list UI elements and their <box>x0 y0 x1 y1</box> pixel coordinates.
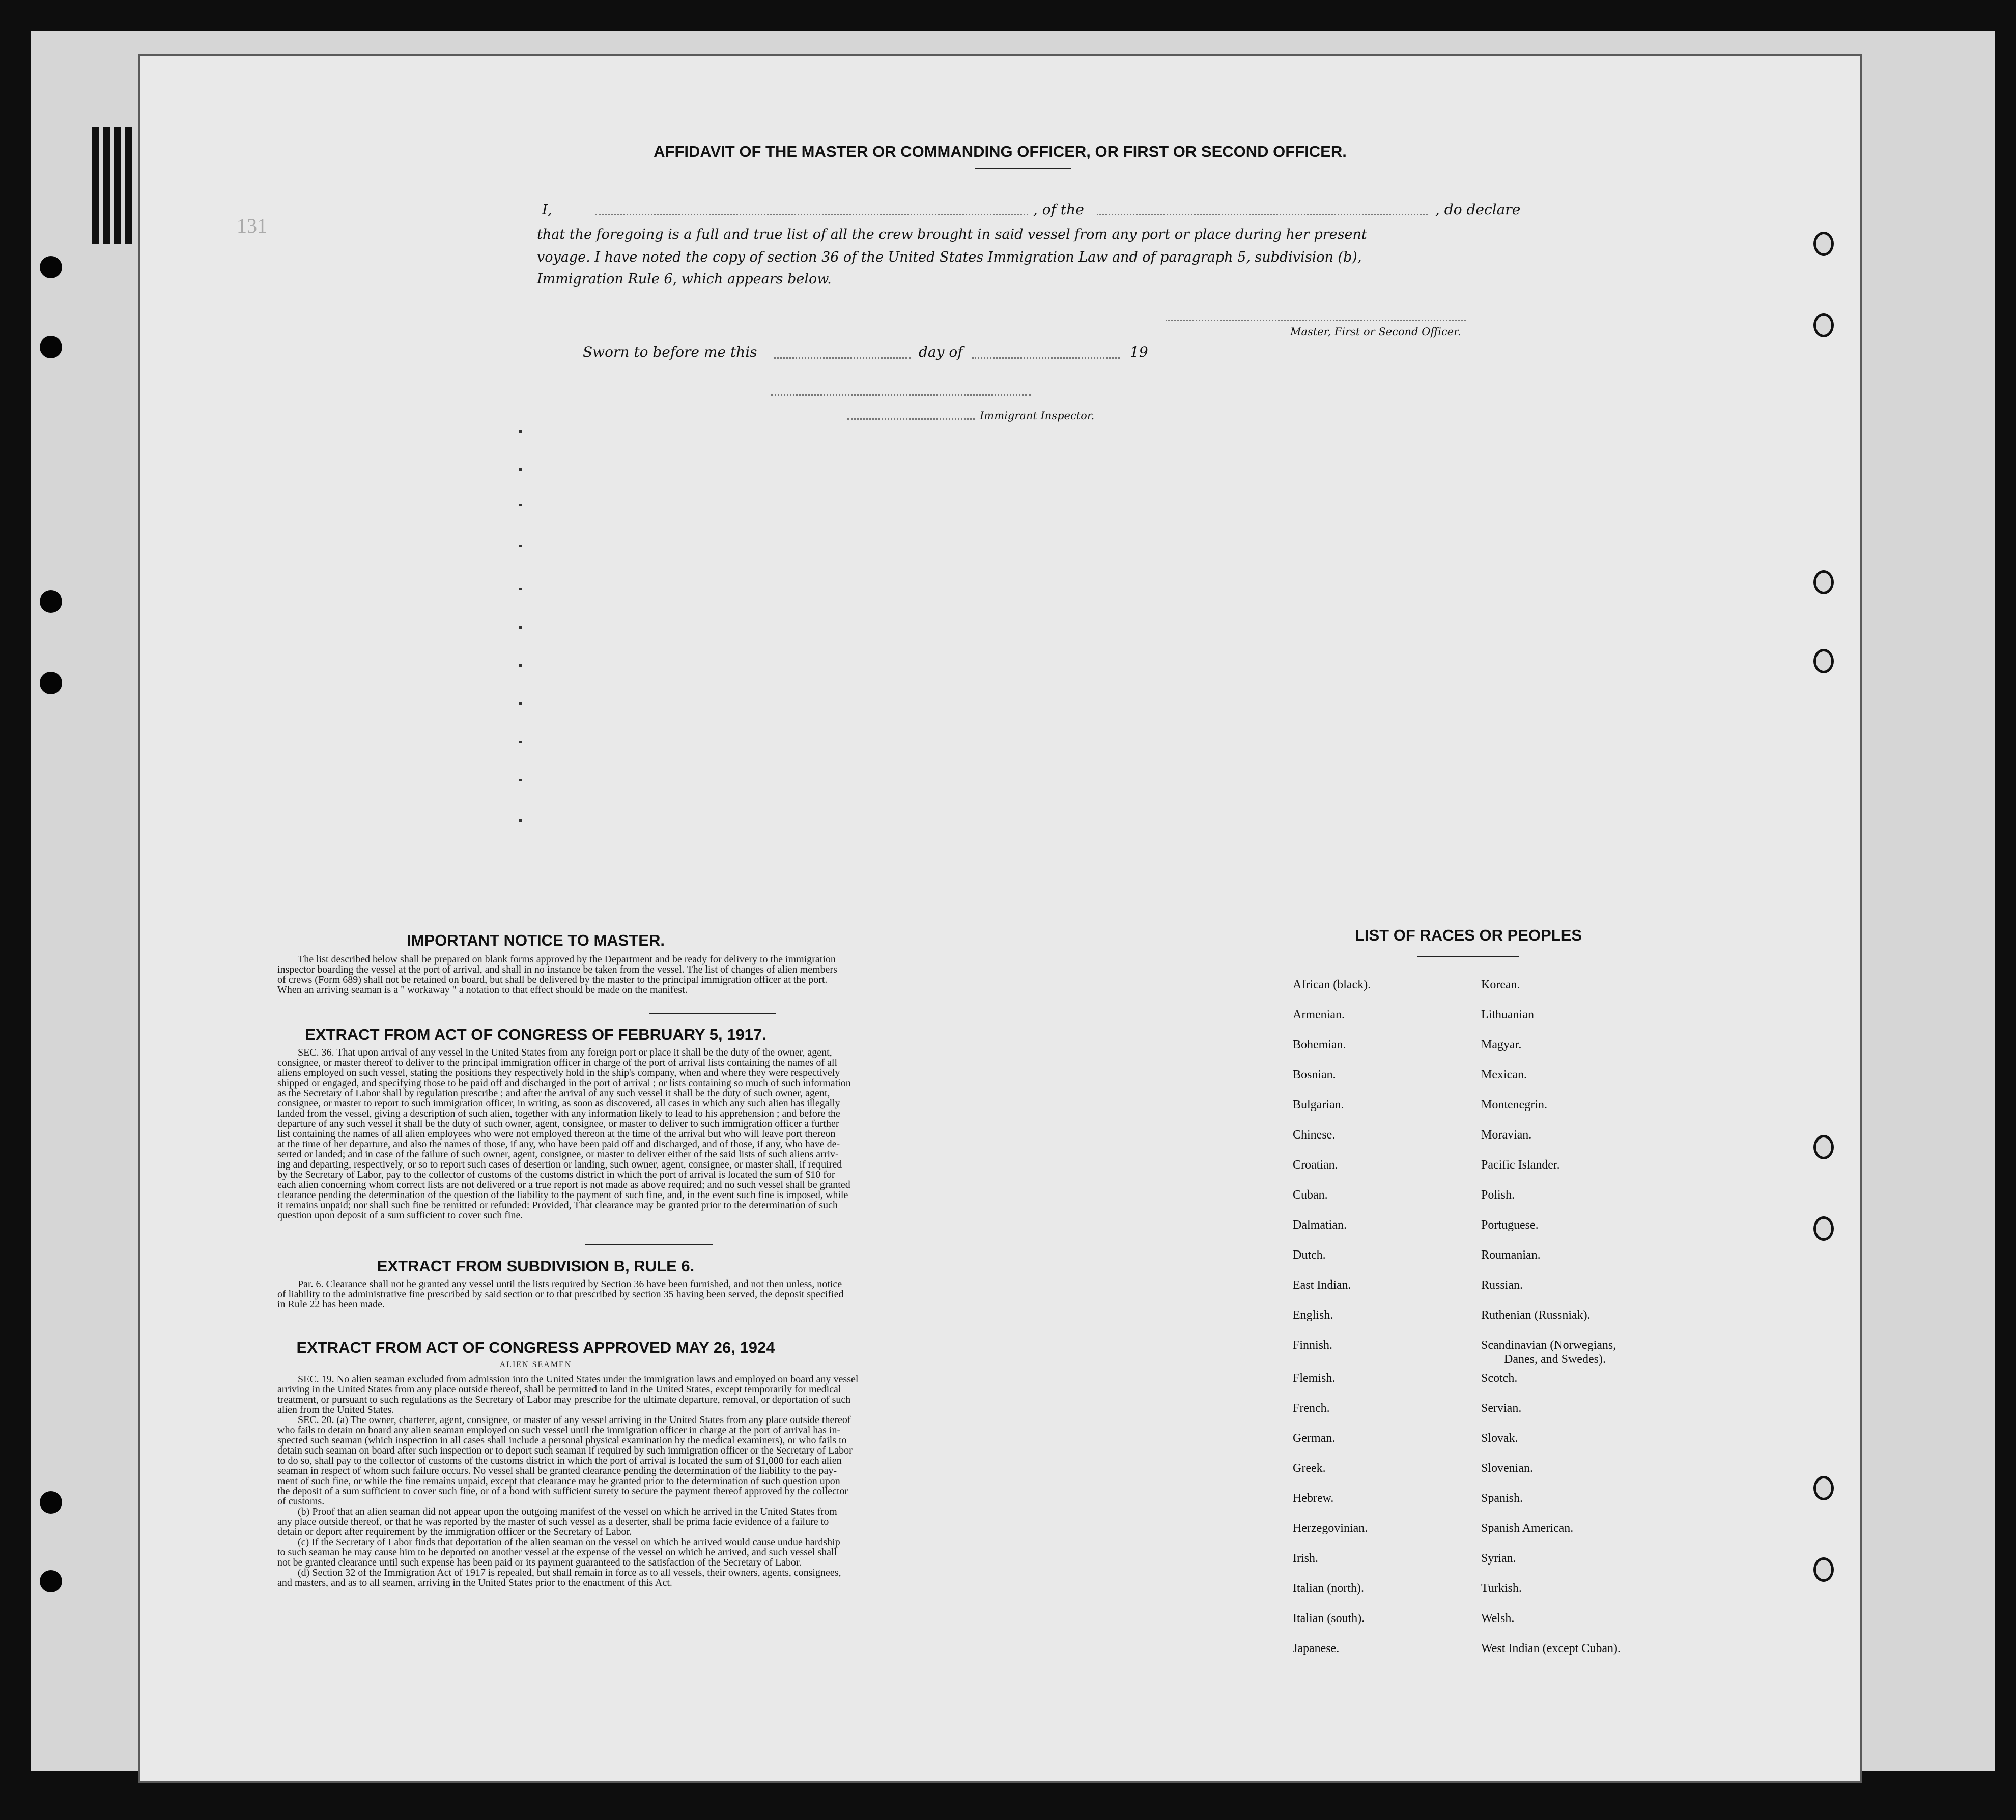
extract-rule6-body <box>277 1279 1173 1310</box>
race-right: Spanish American. <box>1481 1522 1574 1535</box>
extract-1917-line: each alien concerning whom correct lists are not delivered or a true report is not made as above required; and no such vessel shall be granted <box>277 1179 850 1190</box>
extract-rule6-line: in Rule 22 has been made. <box>277 1299 385 1310</box>
section-divider <box>585 1244 713 1245</box>
ledger-tick <box>519 545 522 547</box>
affidavit-declare: , do declare <box>1435 201 1521 218</box>
notice-line: inspector boarding the vessel at the port of arrival, and shall in no instance be taken from the vessel. The list of changes of alien members <box>277 964 837 975</box>
race-left: French. <box>1293 1402 1330 1415</box>
race-right: Scotch. <box>1481 1372 1518 1385</box>
affidavit-i: I, <box>542 201 552 218</box>
race-left: Finnish. <box>1293 1339 1333 1352</box>
extract-1924-line: and masters, and as to all seamen, arriving in the United States prior to the enactment of this Act. <box>277 1577 672 1588</box>
race-right: West Indian (except Cuban). <box>1481 1642 1621 1655</box>
notice-line: The list described below shall be prepared on blank forms approved by the Department and be ready for delivery to the immigration <box>298 954 836 965</box>
race-left: Greek. <box>1293 1462 1326 1475</box>
punch-hole <box>40 1491 62 1514</box>
master-signature-label: Master, First or Second Officer. <box>1290 326 1461 338</box>
notice-line: of crews (Form 689) shall not be retained on board, but shall be delivered by the master to the principal immigration officer at the port. <box>277 974 828 985</box>
race-left: Croatian. <box>1293 1158 1338 1172</box>
extract-1917-body <box>277 1047 1173 1220</box>
race-right: Magyar. <box>1481 1038 1522 1051</box>
affidavit-line2: that the foregoing is a full and true list of all the crew brought in said vessel from any port or place during her present <box>537 226 1367 242</box>
race-right: Slovenian. <box>1481 1462 1533 1475</box>
extract-1917-title: EXTRACT FROM ACT OF CONGRESS OF FEBRUARY 5, 1917. <box>305 1026 766 1043</box>
race-left: Japanese. <box>1293 1642 1340 1655</box>
extract-1917-line: landed from the vessel, giving a description of such alien, together with any information likely to lead to his apprehension ; and before the <box>277 1108 840 1119</box>
ring-hole <box>1813 649 1834 673</box>
race-right: Montenegrin. <box>1481 1098 1547 1112</box>
extract-1917-line: consignee, or master thereof to deliver to the principal immigration officer in charge of the port of arrival lists containing the names of all <box>277 1057 838 1068</box>
extract-1924-line: the deposit of a sum sufficient to cover such fine, or of a bond with sufficient surety to secure the payment thereof approved by the collector <box>277 1486 848 1497</box>
race-left: African (black). <box>1293 978 1371 991</box>
extract-1917-line: list containing the names of all alien employees who were not employed thereon at the time of the arrival but who will leave port thereon <box>277 1128 836 1140</box>
race-left: Flemish. <box>1293 1372 1336 1385</box>
punch-hole <box>40 256 62 278</box>
ledger-tick <box>519 664 522 667</box>
extract-1924-line: to do so, shall pay to the collector of customs of the customs district in which the port of arrival is located the sum of $1,000 for each alien <box>277 1455 842 1466</box>
ledger-tick <box>519 819 522 822</box>
name-blank[interactable] <box>595 214 1028 215</box>
races-divider <box>1417 956 1519 957</box>
extract-1924-line: spected such seaman (which inspection in all cases shall include a personal physical examination by the medical examiners), or who fails to <box>277 1435 847 1446</box>
affidavit-line4: Immigration Rule 6, which appears below. <box>537 271 832 287</box>
margin-mark: 131 <box>237 214 267 237</box>
extract-1924-line: (b) Proof that an alien seaman did not appear upon the outgoing manifest of the vessel on which he arrived in the United States from <box>298 1506 837 1517</box>
race-right: Syrian. <box>1481 1552 1516 1565</box>
extract-1917-line: serted or landed; and in case of the failure of such owner, agent, consignee, or master to deliver either of the said lists of such aliens arriv- <box>277 1149 839 1160</box>
extract-1924-line: ment of such fine, or while the fine remains unpaid, except that clearance may be granted prior to the determination of such question upon <box>277 1475 840 1487</box>
race-right: Slovak. <box>1481 1432 1518 1445</box>
extract-1924-line: seaman in respect of whom such failure occurs. No vessel shall be granted clearance pending the determination of the liability to the pay- <box>277 1465 837 1476</box>
extract-1924-line: any place outside thereof, or that he was reported by the master of such vessel as a deserter, shall be prima facie evidence of a failure to <box>277 1516 829 1527</box>
extract-1924-body <box>277 1374 1173 1588</box>
ring-hole <box>1813 232 1834 256</box>
section-divider <box>649 1013 776 1014</box>
ring-hole <box>1813 1216 1834 1241</box>
extract-1924-line: arriving in the United States from any place outside thereof, shall be permitted to land in the United States, except temporarily for medical <box>277 1384 841 1395</box>
race-right: Welsh. <box>1481 1612 1515 1625</box>
master-signature-line[interactable] <box>1166 320 1466 321</box>
extract-1917-line: clearance pending the determination of the question of the liability to the payment of such fine, and, in the event such fine is imposed, while <box>277 1189 848 1201</box>
race-right: Moravian. <box>1481 1128 1532 1142</box>
race-right: Mexican. <box>1481 1068 1527 1082</box>
punch-hole <box>40 336 62 358</box>
race-right: Korean. <box>1481 978 1520 991</box>
race-left: English. <box>1293 1309 1333 1322</box>
affidavit-line3: voyage. I have noted the copy of section 36 of the United States Immigration Law and of paragraph 5, subdivision (b), <box>537 249 1362 265</box>
extract-1924-line: (c) If the Secretary of Labor finds that deportation of the alien seaman on the vessel on which he arrived would cause undue hardship <box>298 1537 840 1548</box>
race-right: Ruthenian (Russniak). <box>1481 1309 1591 1322</box>
ring-hole <box>1813 1135 1834 1159</box>
race-left: German. <box>1293 1432 1336 1445</box>
race-right: Polish. <box>1481 1188 1515 1202</box>
notice-body <box>277 954 1173 995</box>
ring-hole <box>1813 1476 1834 1500</box>
inspector-label: Immigrant Inspector. <box>980 410 1095 422</box>
race-left: Bohemian. <box>1293 1038 1346 1051</box>
ring-hole <box>1813 313 1834 337</box>
extract-1924-line: detain such seaman on board after such inspection or to deport such seaman if required by such immigration officer or the Secretary of Labor <box>277 1445 853 1456</box>
race-right: Pacific Islander. <box>1481 1158 1560 1172</box>
sworn-day-of: day of <box>919 344 963 360</box>
inspector-signature-line-2[interactable] <box>847 418 975 420</box>
affidavit-of-the: , of the <box>1033 201 1084 218</box>
races-title: LIST OF RACES OR PEOPLES <box>1354 926 1582 944</box>
race-left: Italian (south). <box>1293 1612 1365 1625</box>
extract-1924-line: who fails to detain on board any alien seaman employed on such vessel until the immigration officer in charge at the port of arrival has in- <box>277 1425 841 1436</box>
extract-1917-line: it remains unpaid; nor shall such fine be remitted or refunded: Provided, That clearance may be granted prior to the determination of such <box>277 1200 838 1211</box>
race-left: Chinese. <box>1293 1128 1336 1142</box>
ring-hole <box>1813 570 1834 594</box>
race-left: Herzegovinian. <box>1293 1522 1368 1535</box>
extract-rule6-line: Par. 6. Clearance shall not be granted any vessel until the lists required by Section 36 have been furnished, and not then unless, notice <box>298 1278 842 1290</box>
ledger-tick <box>519 741 522 743</box>
sworn-year: 19 <box>1130 344 1148 360</box>
notice-line: When an arriving seaman is a " workaway " a notation to that effect should be made on the manifest. <box>277 984 688 996</box>
extract-1924-line: (d) Section 32 of the Immigration Act of 1917 is repealed, but shall remain in force as to all vessels, their owners, agents, consignees, <box>298 1567 841 1578</box>
race-right: Russian. <box>1481 1278 1523 1292</box>
race-left: Dutch. <box>1293 1248 1326 1262</box>
extract-1917-line: departure of any such vessel it shall be the duty of such owner, agent, consignee, or master to deliver to such immigration officer a further <box>277 1118 839 1129</box>
extract-1924-subtitle: ALIEN SEAMEN <box>499 1360 572 1369</box>
extract-1924-line: SEC. 20. (a) The owner, charterer, agent, consignee, or master of any vessel arriving in the United States from any place outside thereof <box>298 1414 851 1426</box>
extract-1924-line: detain or deport after requirement by the immigration officer or the Secretary of Labor. <box>277 1526 632 1538</box>
ledger-tick <box>519 468 522 471</box>
inspector-signature-line[interactable] <box>771 394 1031 396</box>
sworn-month-blank[interactable] <box>972 357 1120 359</box>
race-right: Roumanian. <box>1481 1248 1541 1262</box>
extract-1917-line: ing and departing, respectively, or so to report such cases of desertion or landing, such owner, agent, consignee, or master shall, if required <box>277 1159 842 1170</box>
form-sheet <box>140 56 1860 1781</box>
binding-mark <box>92 127 132 244</box>
punch-hole <box>40 1570 62 1592</box>
notice-title: IMPORTANT NOTICE TO MASTER. <box>407 931 665 949</box>
race-right: Servian. <box>1481 1402 1522 1415</box>
ledger-tick <box>519 430 522 433</box>
ledger-tick <box>519 588 522 590</box>
ledger-tick <box>519 504 522 506</box>
ring-hole <box>1813 1557 1834 1582</box>
extract-1924-line: to such seaman he may cause him to be deported on another vessel at the expense of the vessel on which he arrived, and such vessel shall <box>277 1547 837 1558</box>
extract-1924-line: treatment, or pursuant to such regulations as the Secretary of Labor may prescribe for the ultimate departure, removal, or deportation of such <box>277 1394 851 1405</box>
race-left: Dalmatian. <box>1293 1218 1347 1232</box>
vessel-blank[interactable] <box>1097 214 1428 215</box>
extract-1917-line: at the time of her departure, and also the names of those, if any, who have been paid off and discharged, and of those, if any, who have de- <box>277 1139 840 1150</box>
race-right: Lithuanian <box>1481 1008 1534 1021</box>
extract-1924-line: alien from the United States. <box>277 1404 394 1415</box>
punch-hole <box>40 672 62 694</box>
race-left: Bosnian. <box>1293 1068 1336 1082</box>
extract-rule6-title: EXTRACT FROM SUBDIVISION B, RULE 6. <box>377 1257 695 1275</box>
race-left: East Indian. <box>1293 1278 1351 1292</box>
race-left: Cuban. <box>1293 1188 1328 1202</box>
extract-1924-line: not be granted clearance until such expense has been paid or its payment guaranteed to the satisfaction of the Secretary of Labor. <box>277 1557 802 1568</box>
extract-1917-line: SEC. 36. That upon arrival of any vessel in the United States from any foreign port or place it shall be the duty of the owner, agent, <box>298 1047 832 1058</box>
punch-hole <box>40 590 62 613</box>
extract-1917-line: question upon deposit of a sum sufficient to cover such fine. <box>277 1210 523 1221</box>
race-left: Bulgarian. <box>1293 1098 1344 1112</box>
affidavit-title: AFFIDAVIT OF THE MASTER OR COMMANDING OFFICER, OR FIRST OR SECOND OFFICER. <box>654 143 1347 160</box>
title-divider <box>975 168 1071 169</box>
extract-1924-title: EXTRACT FROM ACT OF CONGRESS APPROVED MAY 26, 1924 <box>296 1339 775 1356</box>
race-right: Danes, and Swedes). <box>1504 1353 1606 1366</box>
race-right: Turkish. <box>1481 1582 1522 1595</box>
sworn-prefix: Sworn to before me this <box>583 344 757 360</box>
race-right: Scandinavian (Norwegians, <box>1481 1339 1616 1352</box>
extract-1917-line: consignee, or master to report to such immigration officer, in writing, as soon as discovered, all cases in which any such alien has illegally <box>277 1098 840 1109</box>
ledger-tick <box>519 779 522 781</box>
race-right: Spanish. <box>1481 1492 1523 1505</box>
extract-1924-line: of customs. <box>277 1496 325 1507</box>
ledger-tick <box>519 626 522 629</box>
extract-1917-line: as the Secretary of Labor shall by regulation prescribe ; and after the arrival of any such vessel it shall be the duty of such owner, agent, <box>277 1088 830 1099</box>
race-right: Portuguese. <box>1481 1218 1539 1232</box>
race-left: Italian (north). <box>1293 1582 1364 1595</box>
extract-1924-line: SEC. 19. No alien seaman excluded from admission into the United States under the immigration laws and employed on board any vessel <box>298 1374 859 1385</box>
extract-1917-line: shipped or engaged, and specifying those to be paid off and discharged in the port of arrival ; or lists containing so much of such information <box>277 1077 851 1089</box>
extract-1917-line: aliens employed on such vessel, stating the positions they respectively hold in the ship's company, when and where they were respectively <box>277 1067 840 1078</box>
race-left: Irish. <box>1293 1552 1318 1565</box>
ledger-tick <box>519 702 522 705</box>
race-left: Armenian. <box>1293 1008 1345 1021</box>
sworn-day-blank[interactable] <box>774 357 911 359</box>
race-left: Hebrew. <box>1293 1492 1334 1505</box>
extract-rule6-line: of liability to the administrative fine prescribed by said section or to that prescribed by section 35 having been served, the deposit specified <box>277 1289 844 1300</box>
extract-1917-line: by the Secretary of Labor, pay to the collector of customs of the customs district in which the port of arrival is located the sum of $10 for <box>277 1169 835 1180</box>
